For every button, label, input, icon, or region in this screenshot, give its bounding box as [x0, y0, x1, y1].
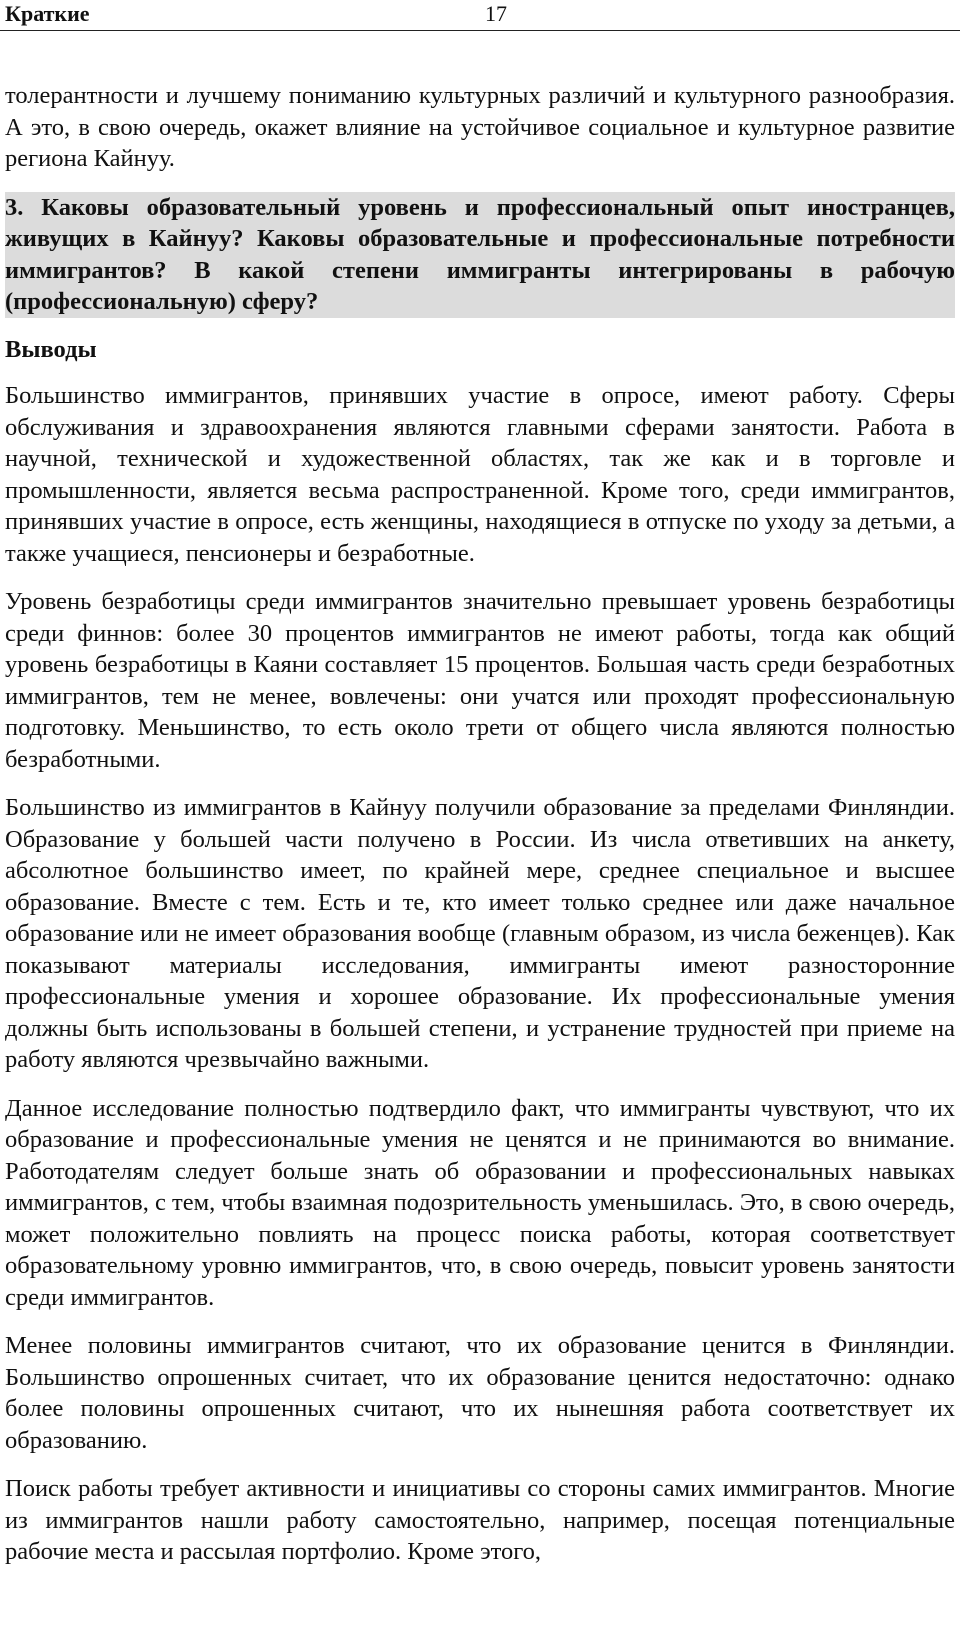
page-body	[5, 80, 955, 1585]
paragraph-unemployment: Уровень безработицы среди иммигрантов значительно превышает уровень безработицы среди финнов: более 30 процентов иммигрантов не имеют работы, тогда как общий уровень безработицы в Каяни составляет 15 процентов. Большая часть среди безработных иммигрантов, тем не менее, вовлечены: они учатся или проходят профессиональную подготовку. Меньшинство, то есть около трети от общего числа являются полностью безработными.	[5, 588, 955, 773]
paragraph-recognition: Данное исследование полностью подтвердило факт, что иммигранты чувствуют, что их образование и профессиональные умения не ценятся и не принимаются во внимание. Работодателям следует больше знать об образовании и профессиональных навыках иммигрантов, с тем, чтобы взаимная подозрительность уменьшилась. Это, в свою очередь, может положительно повлиять на процесс поиска работы, которая соответствует образовательному уровню иммигрантов, что, в свою очередь, повысит уровень занятости среди иммигрантов.	[5, 1094, 955, 1311]
page-number: 17	[485, 1, 507, 26]
subheading-conclusions: Выводы	[5, 335, 97, 363]
page-header	[0, 0, 960, 31]
section-question-heading: 3. Каковы образовательный уровень и профессиональный опыт иностранцев, живущих в Кайнуу? Каковы образовательные и профессиональные потребности иммигрантов? В какой степени иммигранты интегрированы в рабочую (профессиональную) сферу?	[5, 192, 955, 318]
paragraph-job-search: Поиск работы требует активности и инициативы со стороны самих иммигрантов. Многие из иммигрантов нашли работу самостоятельно, например, посещая потенциальные рабочие места и рассылая портфолио. Кроме этого,	[5, 1475, 955, 1565]
paragraph-intro: толерантности и лучшему пониманию культурных различий и культурного разнообразия. А это, в свою очередь, окажет влияние на устойчивое социальное и культурное развитие региона Кайнуу.	[5, 82, 955, 172]
running-header-title: Краткие	[5, 1, 90, 26]
paragraph-education: Большинство из иммигрантов в Кайнуу получили образование за пределами Финляндии. Образование у большей части получено в России. Из числа ответивших на анкету, абсолютное большинство имеет, по крайней мере, среднее специальное и высшее образование. Вместе с тем. Есть и те, кто имеет только среднее или даже начальное образование или не имеет образования вообще (главным образом, из числа беженцев). Как показывают материалы исследования, иммигранты имеют разносторонние профессиональные умения и хорошее образование. Их профессиональные умения должны быть использованы в большей степени, и устранение трудностей при приеме на работу являются чрезвычайно важными.	[5, 794, 955, 1073]
paragraph-valuation: Менее половины иммигрантов считают, что их образование ценится в Финляндии. Большинство опрошенных считает, что их образование ценится недостаточно: однако более половины опрошенных считают, что их нынешняя работа соответствует их образованию.	[5, 1332, 955, 1454]
paragraph-employment: Большинство иммигрантов, принявших участие в опросе, имеют работу. Сферы обслуживания и здравоохранения являются главными сферами занятости. Работа в научной, технической и художественной областях, так же как и в торговле и промышленности, является весьма распространенной. Кроме того, среди иммигрантов, принявших участие в опросе, есть женщины, находящиеся в отпуске по уходу за детьми, а также учащиеся, пенсионеры и безработные.	[5, 382, 955, 567]
